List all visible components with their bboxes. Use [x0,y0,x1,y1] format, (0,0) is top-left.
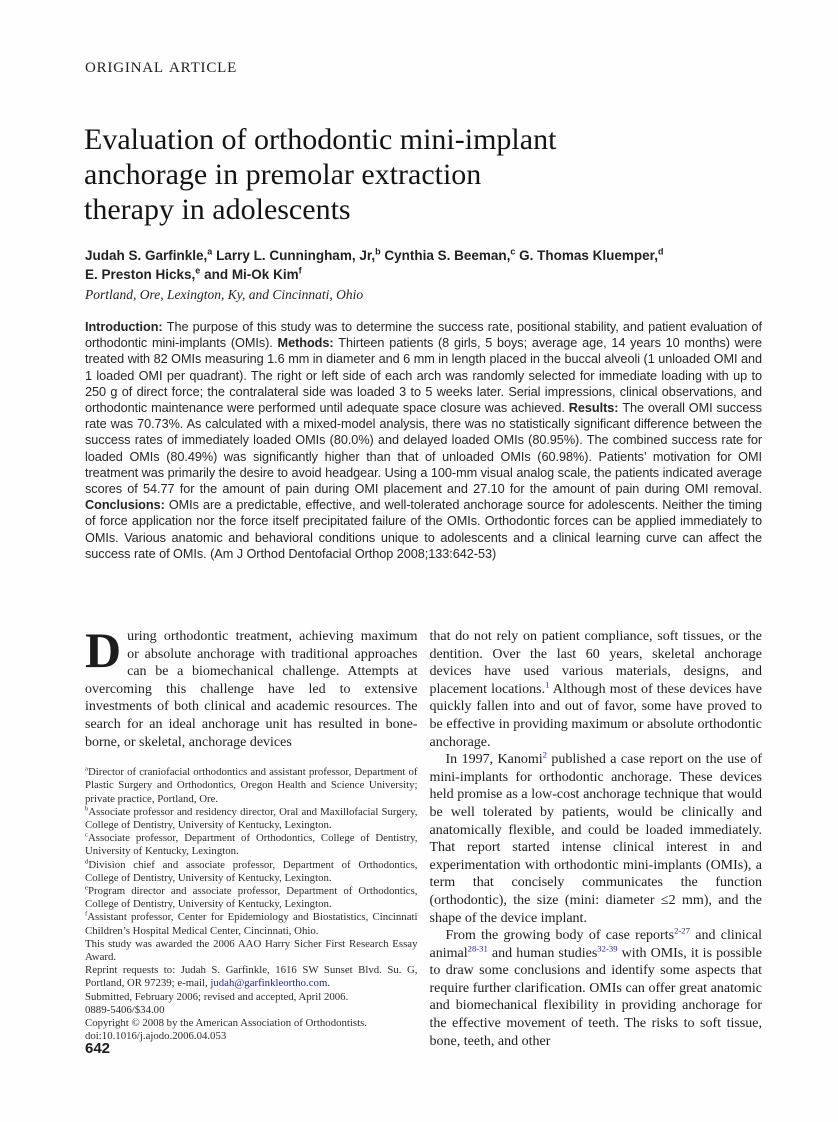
footnote-item [85,938,418,964]
left-column [85,622,418,1050]
text-run: The overall OMI success rate was 70.73%. As calculated with a mixed-model analysis, there was no statistically significant difference between the success rates of immediately loaded OMIs (80.0%) and delayed loaded OMIs (80.95%). The combined success rate for loaded OMIs (80.49%) was significantly higher than that of unloaded OMIs (60.98%). Patients’ motivation for OMI treatment was primarily the desire to avoid headgear. Using a 100-mm visual analog scale, the patients indicated average scores of 54.77 for the amount of pain during OMI placement and 27.10 for the amount of pain during OMI removal. [85,401,762,497]
footnotes-block [85,766,418,1043]
text-run: and Mi-Ok Kim [200,267,299,282]
text-run: OMIs are a predictable, effective, and well-tolerated anchorage source for adolescents. Neither the timing of force application nor the force itself precipitated failure of the OMIs. Orthodontic forces can be applied immediately to OMIs. Various anatomic and behavioral conditions unique to adolescents and a clinical learning curve can affect the success rate of OMIs. (Am J Orthod Dentofacial Orthop 2008;133:642-53) [85,498,762,561]
footnote-item [85,964,418,990]
citation-link[interactable]: 2 [542,749,547,760]
drop-cap: D [85,622,122,678]
superscript-marker: d [85,857,89,865]
bold-label: Results: [568,401,623,416]
body-columns [85,622,762,1050]
superscript-marker: b [375,246,381,257]
author-locations: Portland, Ore, Lexington, Ky, and Cincinnati, Ohio [85,287,364,302]
abstract [85,319,762,562]
superscript-marker: e [85,884,88,892]
footnote-item [85,1017,418,1030]
text-run: uring orthodontic treatment, achieving maximum or absolute anchorage with traditional approaches can be a biomechanical challenge. Attempts at overcoming this challenge have led to extensive investments of both clinical and academic resources. The search for an ideal anchorage unit has resulted in bone-borne, or skeletal, anchorage devices [85,629,418,750]
footnote-item [85,991,418,1004]
superscript-marker: d [657,246,664,257]
text-run: that do not rely on patient compliance, soft tissues, or the dentition. Over the last 60 years, skeletal anchorage devices have used various materials, designs, and placement locations. [429,629,762,697]
author-list [85,246,762,284]
superscript-marker: a [85,765,88,773]
citation-link[interactable]: 28-31 [467,943,488,954]
footnote-item [85,1030,418,1043]
text-run: published a case report on the use of mini-implants for orthodontic anchorage. These devices held promise as a low-cost anchorage technique that would be well tolerated by patients, would be clinically and anatomically flexible, and could be loaded immediately. That report started intense clinical interest in and experimentation with orthodontic mini-implants (OMIs), a term that concisely communicates the function (orthodontic), the size (mini: diameter ≤2 mm), and the shape of the device implant. [429,752,762,926]
text-run: . [327,977,331,990]
superscript-marker: f [298,265,302,276]
author-line [85,265,762,284]
text-run: Program director and associate professor, Department of Orthodontics, College of Dentistry, University of Kentucky, Lexington. [85,884,418,911]
text-run: Director of craniofacial orthodontics and assistant professor, Department of Plastic Surgery and Orthodontics, Oregon Health and Science University; private practice, Portland, Ore. [85,766,418,805]
article-title-line: Evaluation of orthodontic mini-implant [84,123,557,156]
text-run: with OMIs, it is possible to draw some conclusions and identify some aspects that require further clarification. OMIs can offer great anatomic and biomechanical flexibility in providing anchorage for the effective movement of teeth. The risks to soft tissue, bone, teeth, and other [429,945,762,1049]
text-run: Larry L. Cunningham, Jr, [212,248,376,263]
text-run: Judah S. Garfinkle, [85,248,208,263]
footnote-item [85,766,418,806]
text-run: Submitted, February 2006; revised and accepted, April 2006. [85,990,349,1003]
footnote-item [85,1004,418,1017]
text-run: Thirteen patients (8 girls, 5 boys; average age, 14 years 10 months) were treated with 82 OMIs measuring 1.6 mm in diameter and 6 mm in length placed in the buccal alveoli (1 unloaded OMI and 1 loaded OMI per quadrant). The right or left side of each arch was randomly selected for immediate loading with up to 250 g of direct force; the contralateral side was loaded 3 to 5 weeks later. Serial impressions, clinical observations, and orthodontic maintenance were performed until adequate space closure was achieved. [85,336,762,416]
footnote-item [85,859,418,885]
text-run: From the growing body of case reports [445,928,675,944]
bold-label: Introduction: [85,320,167,334]
article-title-line: therapy in adolescents [84,193,351,226]
footnote-item [85,885,418,911]
text-run: The purpose of this study was to determine the success rate, positional stability, and patient evaluation of orthodontic mini-implants (OMIs). [85,320,762,351]
article-title-line: anchorage in premolar extraction [84,158,482,191]
text-run: Assistant professor, Center for Epidemiology and Biostatistics, Cincinnati Children’s Hospital Medical Center, Cincinnati, Ohio. [85,911,418,937]
text-run: Associate professor, Department of Orthodontics, College of Dentistry, University of Kentucky, Lexington. [85,832,418,858]
article-title [84,122,556,227]
superscript-marker: c [85,831,88,839]
text-run: 0889-5406/$34.00 [85,1003,165,1016]
intro-paragraph-text [85,622,418,750]
text-run: Cynthia S. Beeman, [380,248,511,263]
body-paragraph [430,628,763,751]
footnote-item [85,832,418,858]
citation-link[interactable]: 32-39 [597,943,618,954]
text-run: Copyright © 2008 by the American Association of Orthodontists. [85,1017,367,1030]
text-run: Division chief and associate professor, Department of Orthodontics, College of Dentistry, University of Kentucky, Lexington. [85,858,418,884]
citation-link[interactable]: 2-27 [674,925,690,936]
bold-label: Conclusions: [85,498,169,513]
bold-label: Methods: [277,336,339,351]
text-run: G. Thomas Kluemper, [515,248,658,263]
citation-link[interactable]: 1 [545,679,550,690]
superscript-marker: f [85,910,88,918]
body-paragraph [430,927,763,1050]
text-run: This study was awarded the 2006 AAO Harry Sicher First Research Essay Award. [85,937,418,963]
footnote-item [85,806,418,832]
text-run: Reprint requests to: Judah S. Garfinkle, 1616 SW Sunset Blvd. Su. G, Portland, OR 97239; e-mail, [85,964,418,990]
body-paragraph [430,751,763,927]
footnote-item [85,911,418,937]
superscript-marker: c [510,246,516,257]
page-number: 642 [85,1040,111,1057]
text-run: and clinical animal [429,928,762,961]
text-run: E. Preston Hicks, [85,267,196,282]
superscript-marker: a [207,246,213,257]
article-type-label: ORIGINAL ARTICLE [85,60,238,76]
superscript-marker: b [85,805,89,813]
email-link[interactable]: judah@garfinkleortho.com [210,977,328,990]
superscript-marker: e [195,265,201,276]
author-line [85,246,762,265]
intro-paragraph [85,622,418,751]
text-run: Associate professor and residency director, Oral and Maxillofacial Surgery, College of Dentistry, University of Kentucky, Lexington. [85,805,418,831]
text-run: doi:10.1016/j.ajodo.2006.04.053 [85,1030,227,1043]
text-run: In 1997, Kanomi [445,752,543,768]
text-run: and human studies [487,945,598,961]
text-run: Although most of these devices have quickly fallen into and out of favor, some have proved to be effective in providing maximum or absolute orthodontic anchorage. [429,681,762,750]
right-column [430,628,763,1050]
